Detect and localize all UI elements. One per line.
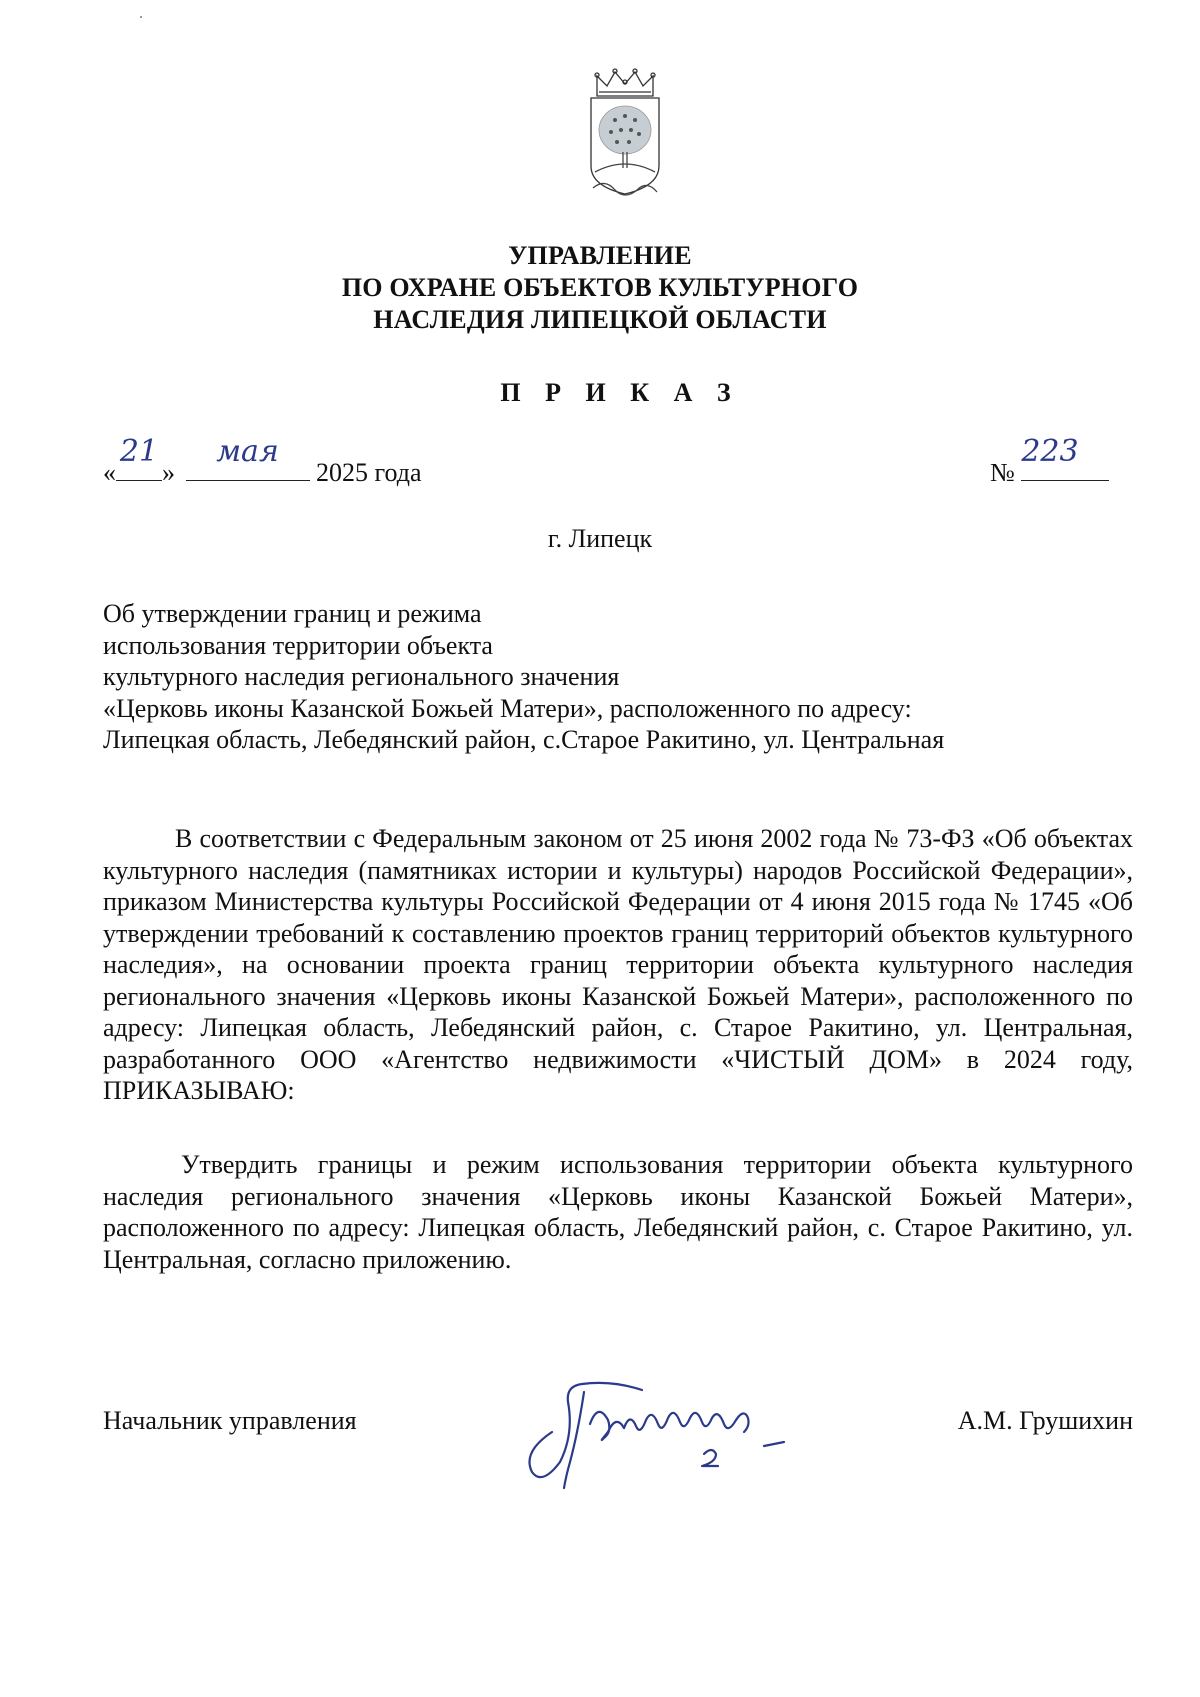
date-open-quote: « (103, 458, 116, 487)
subject-line: Липецкая область, Лебедянский район, с.Старое Ракитино, ул. Центральная (103, 725, 945, 754)
number-handwritten: 223 (1021, 434, 1079, 469)
organization-title (200, 240, 1000, 336)
scan-speck (140, 16, 142, 18)
coat-of-arms-icon (585, 68, 665, 208)
org-line-1: УПРАВЛЕНИЕ (508, 241, 692, 270)
date-day-blank (116, 434, 162, 481)
date-month-blank (186, 434, 310, 481)
date-month-handwritten: мая (216, 434, 279, 469)
body-paragraph-order: Утвердить границы и режим использования территории объекта культурного наследия регионального значения «Церковь иконы Казанской Божьей Матери», расположенного по адресу: Липецкая область, Лебедянский район, с. Старое Ракитино, ул. Центральная, согласно приложению. (103, 1150, 1133, 1274)
signatory-title: Начальник управления (103, 1406, 357, 1435)
date-close-quote: » (162, 458, 175, 487)
number-sign: № (990, 458, 1015, 487)
order-number (990, 434, 1109, 488)
document-type-heading: П Р И К А З (500, 378, 740, 407)
org-line-2: ПО ОХРАНЕ ОБЪЕКТОВ КУЛЬТУРНОГО (341, 273, 859, 302)
body-paragraph-legal-basis: В соответствии с Федеральным законом от 25 июня 2002 года № 73-ФЗ «Об объектах культурного наследия (памятниках истории и культуры) народов Российской Федерации», приказом Министерства культуры Российской Федерации от 4 июня 2015 года № 1745 «Об утверждении требований к составлению проектов границ территорий объектов культурного наследия», на основании проекта границ территории объекта культурного наследия регионального значения «Церковь иконы Казанской Божьей Матери», расположенного по адресу: Липецкая область, Лебедянский район, с. Старое Ракитино, ул. Центральная, разработанного ООО «Агентство недвижимости «ЧИСТЫЙ ДОМ» в 2024 году, ПРИКАЗЫВАЮ: (103, 824, 1133, 1105)
order-subject (103, 598, 944, 756)
org-line-3: НАСЛЕДИЯ ЛИПЕЦКОЙ ОБЛАСТИ (373, 305, 827, 334)
subject-line: Об утверждении границ и режима (103, 599, 482, 628)
handwritten-signature (512, 1362, 852, 1492)
date-day-handwritten: 21 (119, 434, 159, 469)
date-year: 2025 года (316, 458, 422, 487)
number-blank (1021, 434, 1109, 481)
subject-line: «Церковь иконы Казанской Божьей Матери», расположенного по адресу: (103, 693, 912, 723)
city: г. Липецк (547, 524, 653, 553)
signatory-name: А.М. Грушихин (957, 1406, 1133, 1435)
date-line (103, 434, 422, 488)
subject-line: использования территории объекта (103, 630, 493, 660)
subject-line: культурного наследия регионального значения (103, 662, 620, 691)
